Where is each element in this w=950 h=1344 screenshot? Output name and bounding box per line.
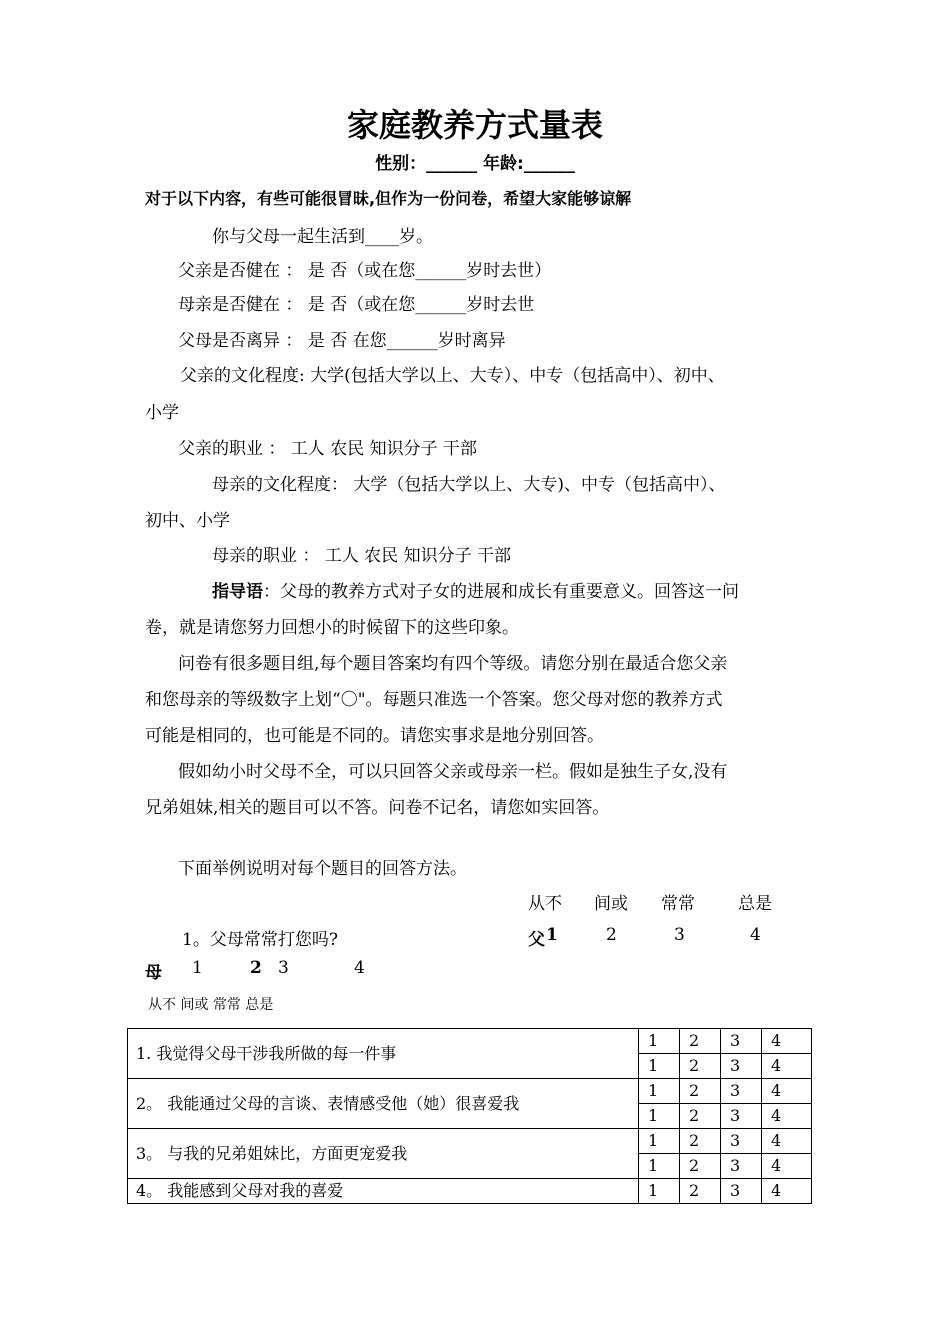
table-row xyxy=(128,1079,812,1104)
example-header-often: 常常 xyxy=(661,894,695,914)
guide-label: 指导语 xyxy=(212,582,263,602)
page-title: 家庭教养方式量表 xyxy=(346,106,603,144)
scale-option-3[interactable]: 3 xyxy=(721,1054,762,1079)
mother-education-line: 母亲的文化程度： 大学（包括大学以上、大专)、中专（包括高中）、 xyxy=(212,475,726,495)
scale-option-4[interactable]: 4 xyxy=(762,1104,812,1129)
example-header-never: 从不 xyxy=(528,894,562,914)
scale-option-1[interactable]: 1 xyxy=(639,1029,680,1054)
scale-option-2[interactable]: 2 xyxy=(680,1179,721,1204)
guide-paragraph-2: 问卷有很多题目组,每个题目答案均有四个等级。请您分别在最适合您父亲 xyxy=(178,654,728,674)
scale-option-3[interactable]: 3 xyxy=(721,1129,762,1154)
example-father-label: 父 xyxy=(528,930,545,950)
question-text: 1. 我觉得父母干涉我所做的每一件事 xyxy=(128,1029,639,1079)
scale-option-4[interactable]: 4 xyxy=(762,1079,812,1104)
question-text: 4。 我能感到父母对我的喜爱 xyxy=(128,1179,639,1204)
live-with-line: 你与父母一起生活到____岁。 xyxy=(212,227,433,247)
mother-job-line: 母亲的职业 ： 工人 农民 知识分子 干部 xyxy=(212,546,512,566)
scale-option-1[interactable]: 1 xyxy=(639,1154,680,1179)
example-father-num-4: 4 xyxy=(750,925,761,945)
guide-paragraph-3: 假如幼小时父母不全，可以只回答父亲或母亲一栏。假如是独生子女,没有 xyxy=(178,762,728,782)
scale-option-2[interactable]: 2 xyxy=(680,1054,721,1079)
scale-option-1[interactable]: 1 xyxy=(639,1129,680,1154)
example-mother-num-2: 2 xyxy=(250,958,262,978)
mother-education-cont: 初中、小学 xyxy=(145,511,230,531)
questionnaire-table xyxy=(127,1028,812,1204)
example-header-sometimes: 间或 xyxy=(594,894,628,914)
scale-option-4[interactable]: 4 xyxy=(762,1129,812,1154)
scale-option-1[interactable]: 1 xyxy=(639,1179,680,1204)
scale-option-1[interactable]: 1 xyxy=(639,1054,680,1079)
scale-option-2[interactable]: 2 xyxy=(680,1104,721,1129)
scale-option-4[interactable]: 4 xyxy=(762,1054,812,1079)
example-father-num-1: 1 xyxy=(546,925,558,945)
question-text: 3。 与我的兄弟姐妹比，方面更宠爱我 xyxy=(128,1129,639,1179)
scale-option-3[interactable]: 3 xyxy=(721,1179,762,1204)
scale-option-4[interactable]: 4 xyxy=(762,1179,812,1204)
example-intro: 下面举例说明对每个题目的回答方法。 xyxy=(178,859,467,879)
table-row xyxy=(128,1179,812,1204)
example-mother-num-3: 3 xyxy=(278,958,289,978)
table-row xyxy=(128,1129,812,1154)
scale-option-2[interactable]: 2 xyxy=(680,1129,721,1154)
example-father-num-2: 2 xyxy=(606,925,617,945)
scale-option-1[interactable]: 1 xyxy=(639,1079,680,1104)
father-education-cont: 小学 xyxy=(145,403,179,423)
example-header-always: 总是 xyxy=(738,894,772,914)
guide-paragraph-1 xyxy=(212,577,739,602)
scale-option-3[interactable]: 3 xyxy=(721,1104,762,1129)
father-alive-line: 父亲是否健在 ： 是 否（或在您______岁时去世） xyxy=(178,261,552,281)
guide-paragraph-2-cont1: 和您母亲的等级数字上划“〇"。每题只准选一个答案。您父母对您的教养方式 xyxy=(145,690,723,710)
table-row xyxy=(128,1029,812,1054)
scale-option-3[interactable]: 3 xyxy=(721,1154,762,1179)
guide-text: ：父母的教养方式对子女的进展和成长有重要意义。回答这一问 xyxy=(263,582,739,602)
example-mother-num-4: 4 xyxy=(354,958,365,978)
guide-paragraph-2-cont2: 可能是相同的，也可能是不同的。请您实事求是地分别回答。 xyxy=(145,726,604,746)
example-mother-label: 母 xyxy=(145,963,162,983)
guide-paragraph-3-cont: 兄弟姐妹,相关的题目可以不答。问卷不记名，请您如实回答。 xyxy=(145,798,610,818)
divorced-line: 父母是否离异 ： 是 否 在您______岁时离异 xyxy=(178,331,506,351)
scale-option-3[interactable]: 3 xyxy=(721,1079,762,1104)
question-text: 2。 我能通过父母的言谈、表情感受他（她）很喜爱我 xyxy=(128,1079,639,1129)
mother-alive-line: 母亲是否健在 ： 是 否（或在您______岁时去世 xyxy=(178,295,535,315)
example-father-num-3: 3 xyxy=(674,925,685,945)
scale-option-2[interactable]: 2 xyxy=(680,1029,721,1054)
example-mother-num-1: 1 xyxy=(192,958,203,978)
notice-text: 对于以下内容，有些可能很冒昧,但作为一份问卷，希望大家能够谅解 xyxy=(145,189,632,208)
gender-age-line: 性别：______ 年龄:______ xyxy=(375,154,575,174)
scale-option-2[interactable]: 2 xyxy=(680,1154,721,1179)
scale-option-3[interactable]: 3 xyxy=(721,1029,762,1054)
scale-option-4[interactable]: 4 xyxy=(762,1154,812,1179)
father-job-line: 父亲的职业 ： 工人 农民 知识分子 干部 xyxy=(178,439,478,459)
father-education-line: 父亲的文化程度: 大学(包括大学以上、大专）、中专（包括高中）、初中、 xyxy=(180,366,725,386)
scale-option-2[interactable]: 2 xyxy=(680,1079,721,1104)
example-legend: 从不 间或 常常 总是 xyxy=(148,997,274,1013)
scale-option-4[interactable]: 4 xyxy=(762,1029,812,1054)
guide-paragraph-1-cont: 卷，就是请您努力回想小的时候留下的这些印象。 xyxy=(145,618,519,638)
example-question: 1。父母常常打您吗? xyxy=(182,930,338,950)
scale-option-1[interactable]: 1 xyxy=(639,1104,680,1129)
